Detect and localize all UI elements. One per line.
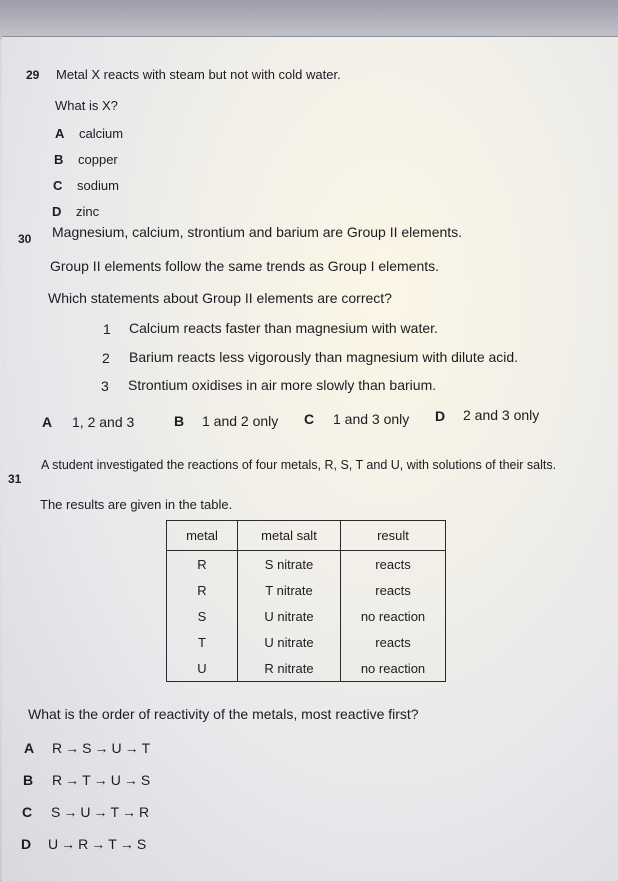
table-row [167,551,446,578]
q30-statement-1-number: 1 [103,321,111,337]
seq-metal: U [80,804,91,820]
q30-statement-1-text: Calcium reacts faster than magnesium with water. [129,320,438,336]
q31-option-d-sequence [48,836,146,852]
arrow-icon: → [63,804,78,820]
q31-option-a-letter: A [24,740,35,756]
arrow-icon: → [65,740,80,756]
q30-option-c-letter: C [304,411,315,427]
cell-result: no reaction [341,603,446,629]
q31-option-b-letter: B [23,772,34,788]
arrow-icon: → [94,740,109,756]
seq-metal: U [48,836,59,852]
question-31-line2: The results are given in the table. [40,497,233,512]
question-30-line2: Group II elements follow the same trends as Group I elements. [50,258,440,274]
arrow-icon: → [124,740,139,756]
cell-metal: U [167,655,238,682]
cell-metal-salt: U nitrate [238,629,341,655]
q30-option-a-text: 1, 2 and 3 [72,414,135,430]
seq-metal: U [111,740,122,756]
header-result: result [341,521,446,551]
seq-metal: S [140,772,151,788]
arrow-icon: → [93,804,108,820]
cell-result: reacts [341,629,446,655]
q30-statement-2-number: 2 [102,350,110,366]
cell-result: reacts [341,551,446,578]
seq-metal: T [110,804,120,820]
cell-result: no reaction [341,655,446,682]
q31-option-a [24,740,150,756]
cell-metal-salt: T nitrate [238,577,341,603]
arrow-icon: → [119,836,134,852]
cell-metal-salt: S nitrate [238,551,341,578]
question-30-number: 30 [18,232,32,246]
seq-metal: S [51,804,61,820]
table-row [167,603,446,629]
seq-metal: T [141,740,151,756]
q31-option-a-sequence [52,740,150,756]
cell-metal: R [167,577,238,603]
seq-metal: R [52,772,63,788]
q31-option-c-sequence [51,804,149,820]
arrow-icon: → [123,772,138,788]
question-31-prompt: What is the order of reactivity of the metals, most reactive first? [28,706,419,722]
seq-metal: T [108,836,117,852]
table-row [167,577,446,603]
q30-option-d-letter: D [435,408,446,424]
q30-statement-3-text: Strontium oxidises in air more slowly than barium. [128,377,437,393]
question-29-prompt: What is X? [55,98,118,113]
seq-metal: S [82,740,92,756]
results-table [166,520,446,682]
arrow-icon: → [65,772,80,788]
arrow-icon: → [61,836,76,852]
seq-metal: R [139,804,150,820]
background-edge [0,0,618,40]
cell-metal-salt: R nitrate [238,655,341,682]
seq-metal: R [78,836,89,852]
arrow-icon: → [122,804,137,820]
arrow-icon: → [93,772,108,788]
question-31-number: 31 [8,472,22,486]
q29-option-c-text: sodium [77,178,119,193]
q31-option-b-sequence [52,772,150,788]
q29-option-b-text: copper [78,152,118,167]
q29-option-d-letter: D [52,204,62,219]
q29-option-d-text: zinc [76,204,100,219]
cell-result: reacts [341,577,446,603]
cell-metal: S [167,603,238,629]
q31-option-d [21,836,146,852]
q30-option-a-letter: A [42,414,53,430]
question-30-stem: Magnesium, calcium, strontium and barium are Group II elements. [52,224,463,240]
cell-metal: T [167,629,238,655]
q30-option-c-text: 1 and 3 only [333,411,410,427]
q29-option-b-letter: B [54,152,64,167]
seq-metal: R [52,740,63,756]
seq-metal: T [82,772,91,788]
question-30-prompt: Which statements about Group II elements are correct? [48,290,392,306]
cell-metal-salt: U nitrate [238,603,341,629]
q30-statement-3-number: 3 [101,378,109,394]
header-metal: metal [167,521,238,551]
q31-option-d-letter: D [21,836,32,852]
q30-statement-2-text: Barium reacts less vigorously than magnesium with dilute acid. [129,349,519,365]
q31-option-c-letter: C [22,804,33,820]
seq-metal: U [110,772,121,788]
q29-option-a-letter: A [55,126,65,141]
table-row [167,655,446,682]
question-29-number: 29 [26,68,40,82]
question-29-stem: Metal X reacts with steam but not with cold water. [56,67,341,82]
arrow-icon: → [91,836,106,852]
question-31-stem: A student investigated the reactions of four metals, R, S, T and U, with solutions of their salts. [41,458,557,472]
header-metal-salt: metal salt [238,521,341,551]
q29-option-a-text: calcium [79,126,124,141]
q30-option-d-text: 2 and 3 only [463,407,540,423]
q31-option-b [23,772,150,788]
table-header-row [167,521,446,551]
q30-option-b-letter: B [174,413,185,429]
q29-option-c-letter: C [53,178,63,193]
cell-metal: R [167,551,238,578]
q31-option-c [22,804,149,820]
table-row [167,629,446,655]
q30-option-b-text: 1 and 2 only [202,413,279,429]
seq-metal: S [136,836,147,852]
